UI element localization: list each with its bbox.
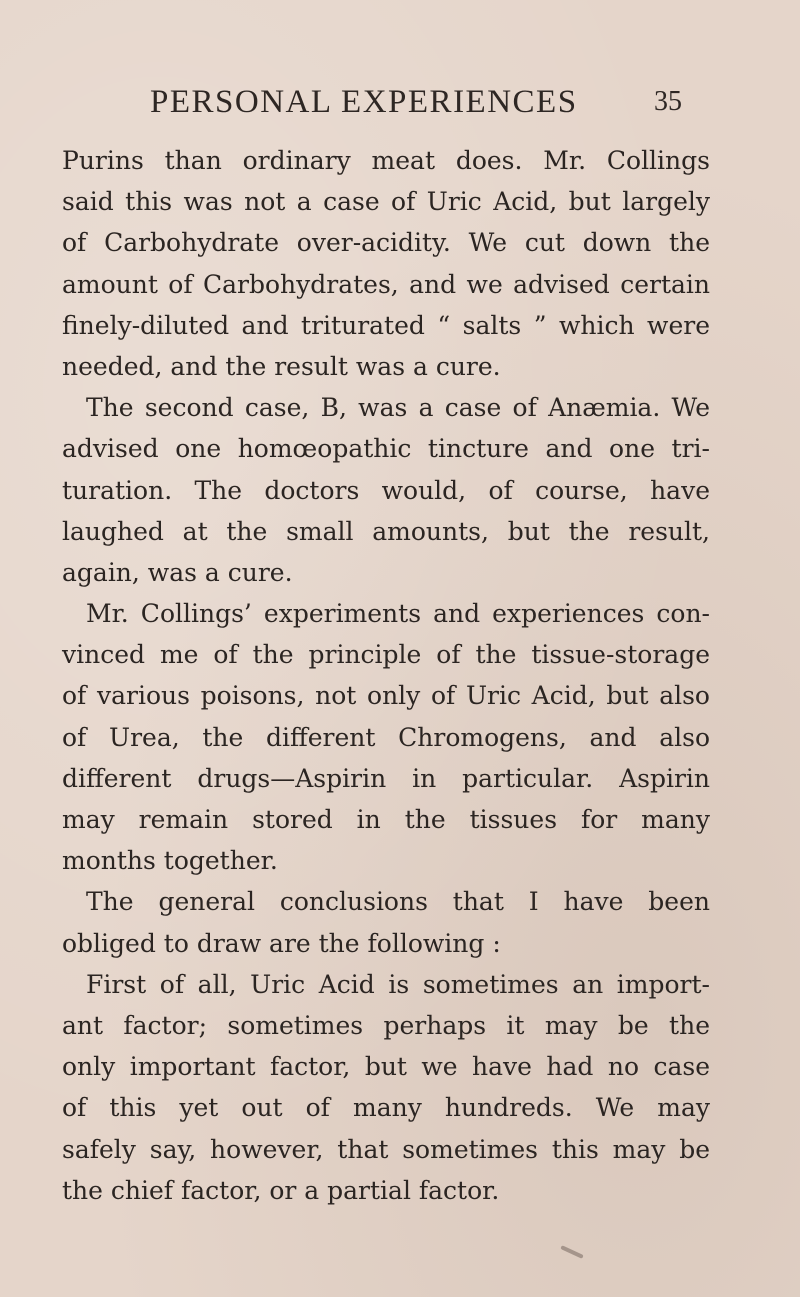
text-line: Mr. Collings’ experiments and experiences con- xyxy=(86,599,710,629)
text-line: the chief factor, or a partial factor. xyxy=(62,1175,500,1205)
text-line: of Carbohydrate over-acidity. We cut down the xyxy=(62,228,710,258)
text-line: obliged to draw are the following : xyxy=(62,928,501,958)
text-line: finely-diluted and triturated “ salts ” which were xyxy=(62,310,710,340)
running-head: PERSONAL EXPERIENCES xyxy=(150,84,578,120)
page-number: 35 xyxy=(654,86,682,117)
text-line: needed, and the result was a cure. xyxy=(62,351,501,381)
text-line: advised one homœopathic tincture and one tri- xyxy=(62,434,710,464)
text-line: laughed at the small amounts, but the result, xyxy=(62,516,710,546)
text-line: The second case, B, was a case of Anæmia. We xyxy=(86,393,710,423)
text-line: said this was not a case of Uric Acid, but largely xyxy=(62,187,710,217)
text-line: only important factor, but we have had no case xyxy=(62,1052,710,1082)
text-line: The general conclusions that I have been xyxy=(86,887,710,917)
text-line: turation. The doctors would, of course, have xyxy=(62,475,710,505)
text-line: months together. xyxy=(62,846,278,876)
ink-smudge xyxy=(560,1245,583,1259)
text-line: safely say, however, that sometimes this may be xyxy=(62,1134,710,1164)
text-line: different drugs—Aspirin in particular. Aspirin xyxy=(62,763,710,793)
paragraph xyxy=(62,387,710,593)
text-line: of this yet out of many hundreds. We may xyxy=(62,1093,710,1123)
paragraph xyxy=(62,140,710,387)
text-line: again, was a cure. xyxy=(62,557,293,587)
text-line: First of all, Uric Acid is sometimes an import- xyxy=(86,969,710,999)
paragraph xyxy=(62,593,710,881)
text-line: amount of Carbohydrates, and we advised certain xyxy=(62,269,710,299)
text-line: Purins than ordinary meat does. Mr. Collings xyxy=(62,146,710,175)
text-line: may remain stored in the tissues for many xyxy=(62,805,710,834)
body-text xyxy=(62,140,710,1211)
paragraph xyxy=(62,881,710,963)
text-line: of Urea, the different Chromogens, and also xyxy=(62,722,710,752)
text-line: ant factor; sometimes perhaps it may be the xyxy=(62,1010,710,1040)
paragraph xyxy=(62,964,710,1211)
text-line: vinced me of the principle of the tissue-storage xyxy=(62,640,710,670)
text-line: of various poisons, not only of Uric Acid, but also xyxy=(62,681,710,711)
